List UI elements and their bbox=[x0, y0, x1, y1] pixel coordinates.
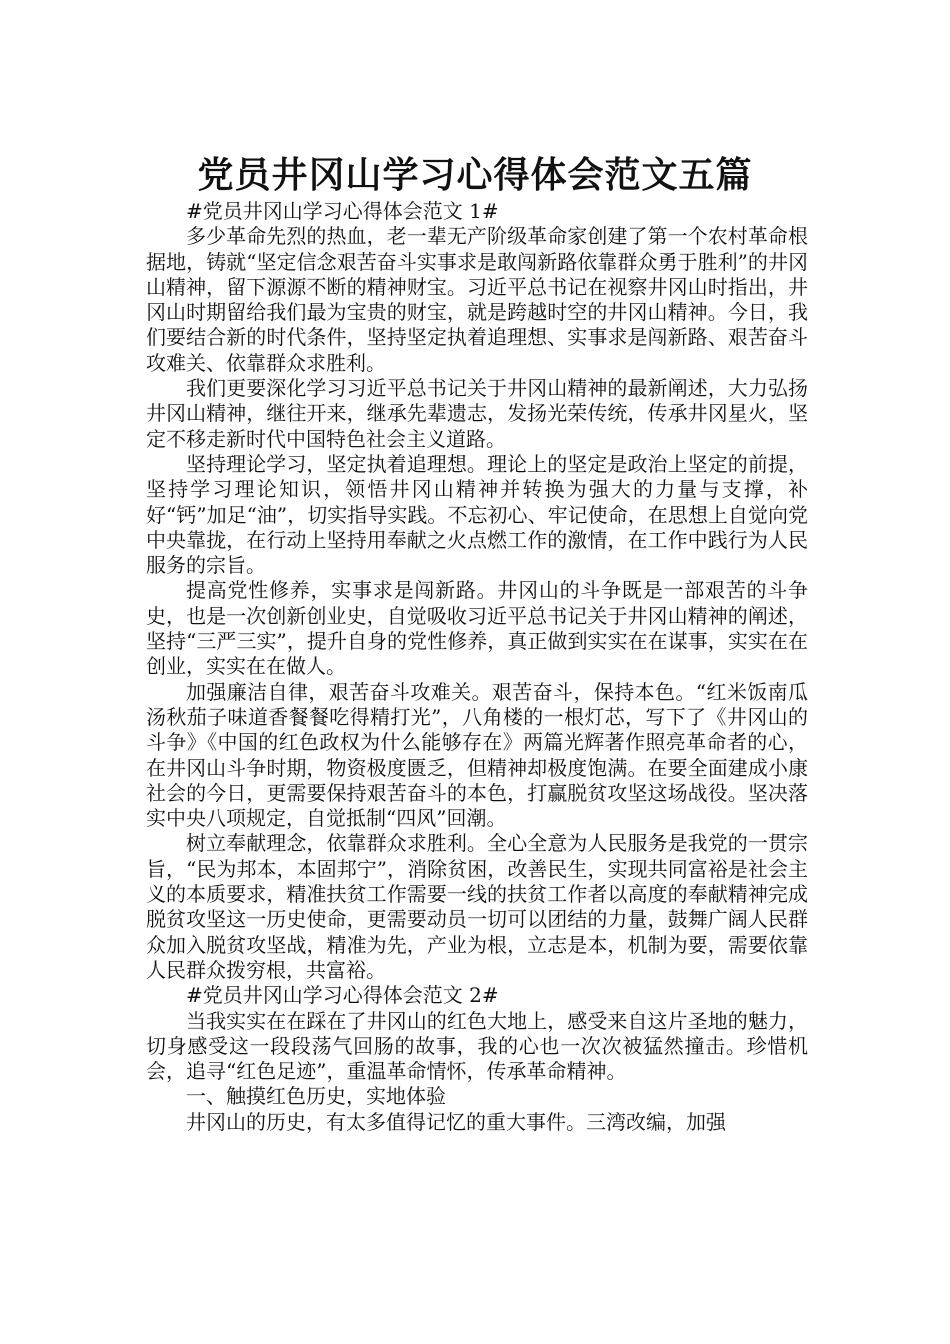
paragraph: 井冈山的历史，有太多值得记忆的重大事件。三湾改编，加强 bbox=[186, 1109, 726, 1134]
section-heading-1: #党员井冈山学习心得体会范文 1# bbox=[186, 199, 499, 223]
paragraph: 我们更要深化学习习近平总书记关于井冈山精神的最新阐述，大力弘扬井冈山精神，继往开来，继承先辈遗志，发扬光荣传统，传承井冈星火，坚定不移走新时代中国特色社会主义道路。 bbox=[146, 376, 808, 451]
paragraph: 提高党性修养，实事求是闯新路。井冈山的斗争既是一部艰苦的斗争史，也是一次创新创业史，自觉吸收习近平总书记关于井冈山精神的阐述，坚持“三严三实”，提升自身的党性修养，真正做到实实在在谋事，实实在在创业，实实在在做人。 bbox=[146, 578, 808, 679]
document-title: 党员井冈山学习心得体会范文五篇 bbox=[197, 155, 753, 197]
paragraph: 树立奉献理念，依靠群众求胜利。全心全意为人民服务是我党的一贯宗旨，“民为邦本，本固邦宁”，消除贫困，改善民生，实现共同富裕是社会主义的本质要求，精准扶贫工作需要一线的扶贫工作者以高度的奉献精神完成脱贫攻坚这一历史使命，更需要动员一切可以团结的力量，鼓舞广阔人民群众加入脱贫攻坚战，精准为先，产业为根，立志是本，机制为要，需要依靠人民群众拨穷根，共富裕。 bbox=[146, 831, 808, 982]
paragraph: 坚持理论学习，坚定执着追理想。理论上的坚定是政治上坚定的前提，坚持学习理论知识，领悟井冈山精神并转换为强大的力量与支撑，补好“钙”加足“油”，切实指导实践。不忘初心、牢记使命，在思想上自觉向党中央靠拢，在行动上坚持用奉献之火点燃工作的激情，在工作中践行为人民服务的宗旨。 bbox=[146, 451, 808, 578]
subsection-heading: 一、触摸红色历史，实地体验 bbox=[186, 1084, 446, 1109]
paragraph: 当我实实在在踩在了井冈山的红色大地上，感受来自这片圣地的魅力，切身感受这一段段荡气回肠的故事，我的心也一次次被猛然撞击。珍惜机会，追寻“红色足迹”，重温革命情怀，传承革命精神。 bbox=[146, 1008, 808, 1084]
paragraph: 多少革命先烈的热血，老一辈无产阶级革命家创建了第一个农村革命根据地，铸就“坚定信念艰苦奋斗实事求是敢闯新路依靠群众勇于胜利”的井冈山精神，留下源源不断的精神财宝。习近平总书记在视察井冈山时指出，井冈山时期留给我们最为宝贵的财宝，就是跨越时空的井冈山精神。今日，我们要结合新的时代条件，坚持坚定执着追理想、实事求是闯新路、艰苦奋斗攻难关、依靠群众求胜利。 bbox=[146, 224, 808, 375]
section-heading-2: #党员井冈山学习心得体会范文 2# bbox=[186, 983, 499, 1008]
document-body bbox=[146, 199, 808, 1135]
paragraph: 加强廉洁自律，艰苦奋斗攻难关。艰苦奋斗，保持本色。“红米饭南瓜汤秋茄子味道香餐餐吃得精打光”，八角楼的一根灯芯，写下了《井冈山的斗争》《中国的红色政权为什么能够存在》两篇光辉著作照亮革命者的心，在井冈山斗争时期，物资极度匮乏，但精神却极度饱满。在要全面建成小康社会的今日，更需要保持艰苦奋斗的本色，打赢脱贫攻坚这场战役。坚决落实中央八项规定，自觉抵制“四风”回潮。 bbox=[146, 679, 808, 831]
